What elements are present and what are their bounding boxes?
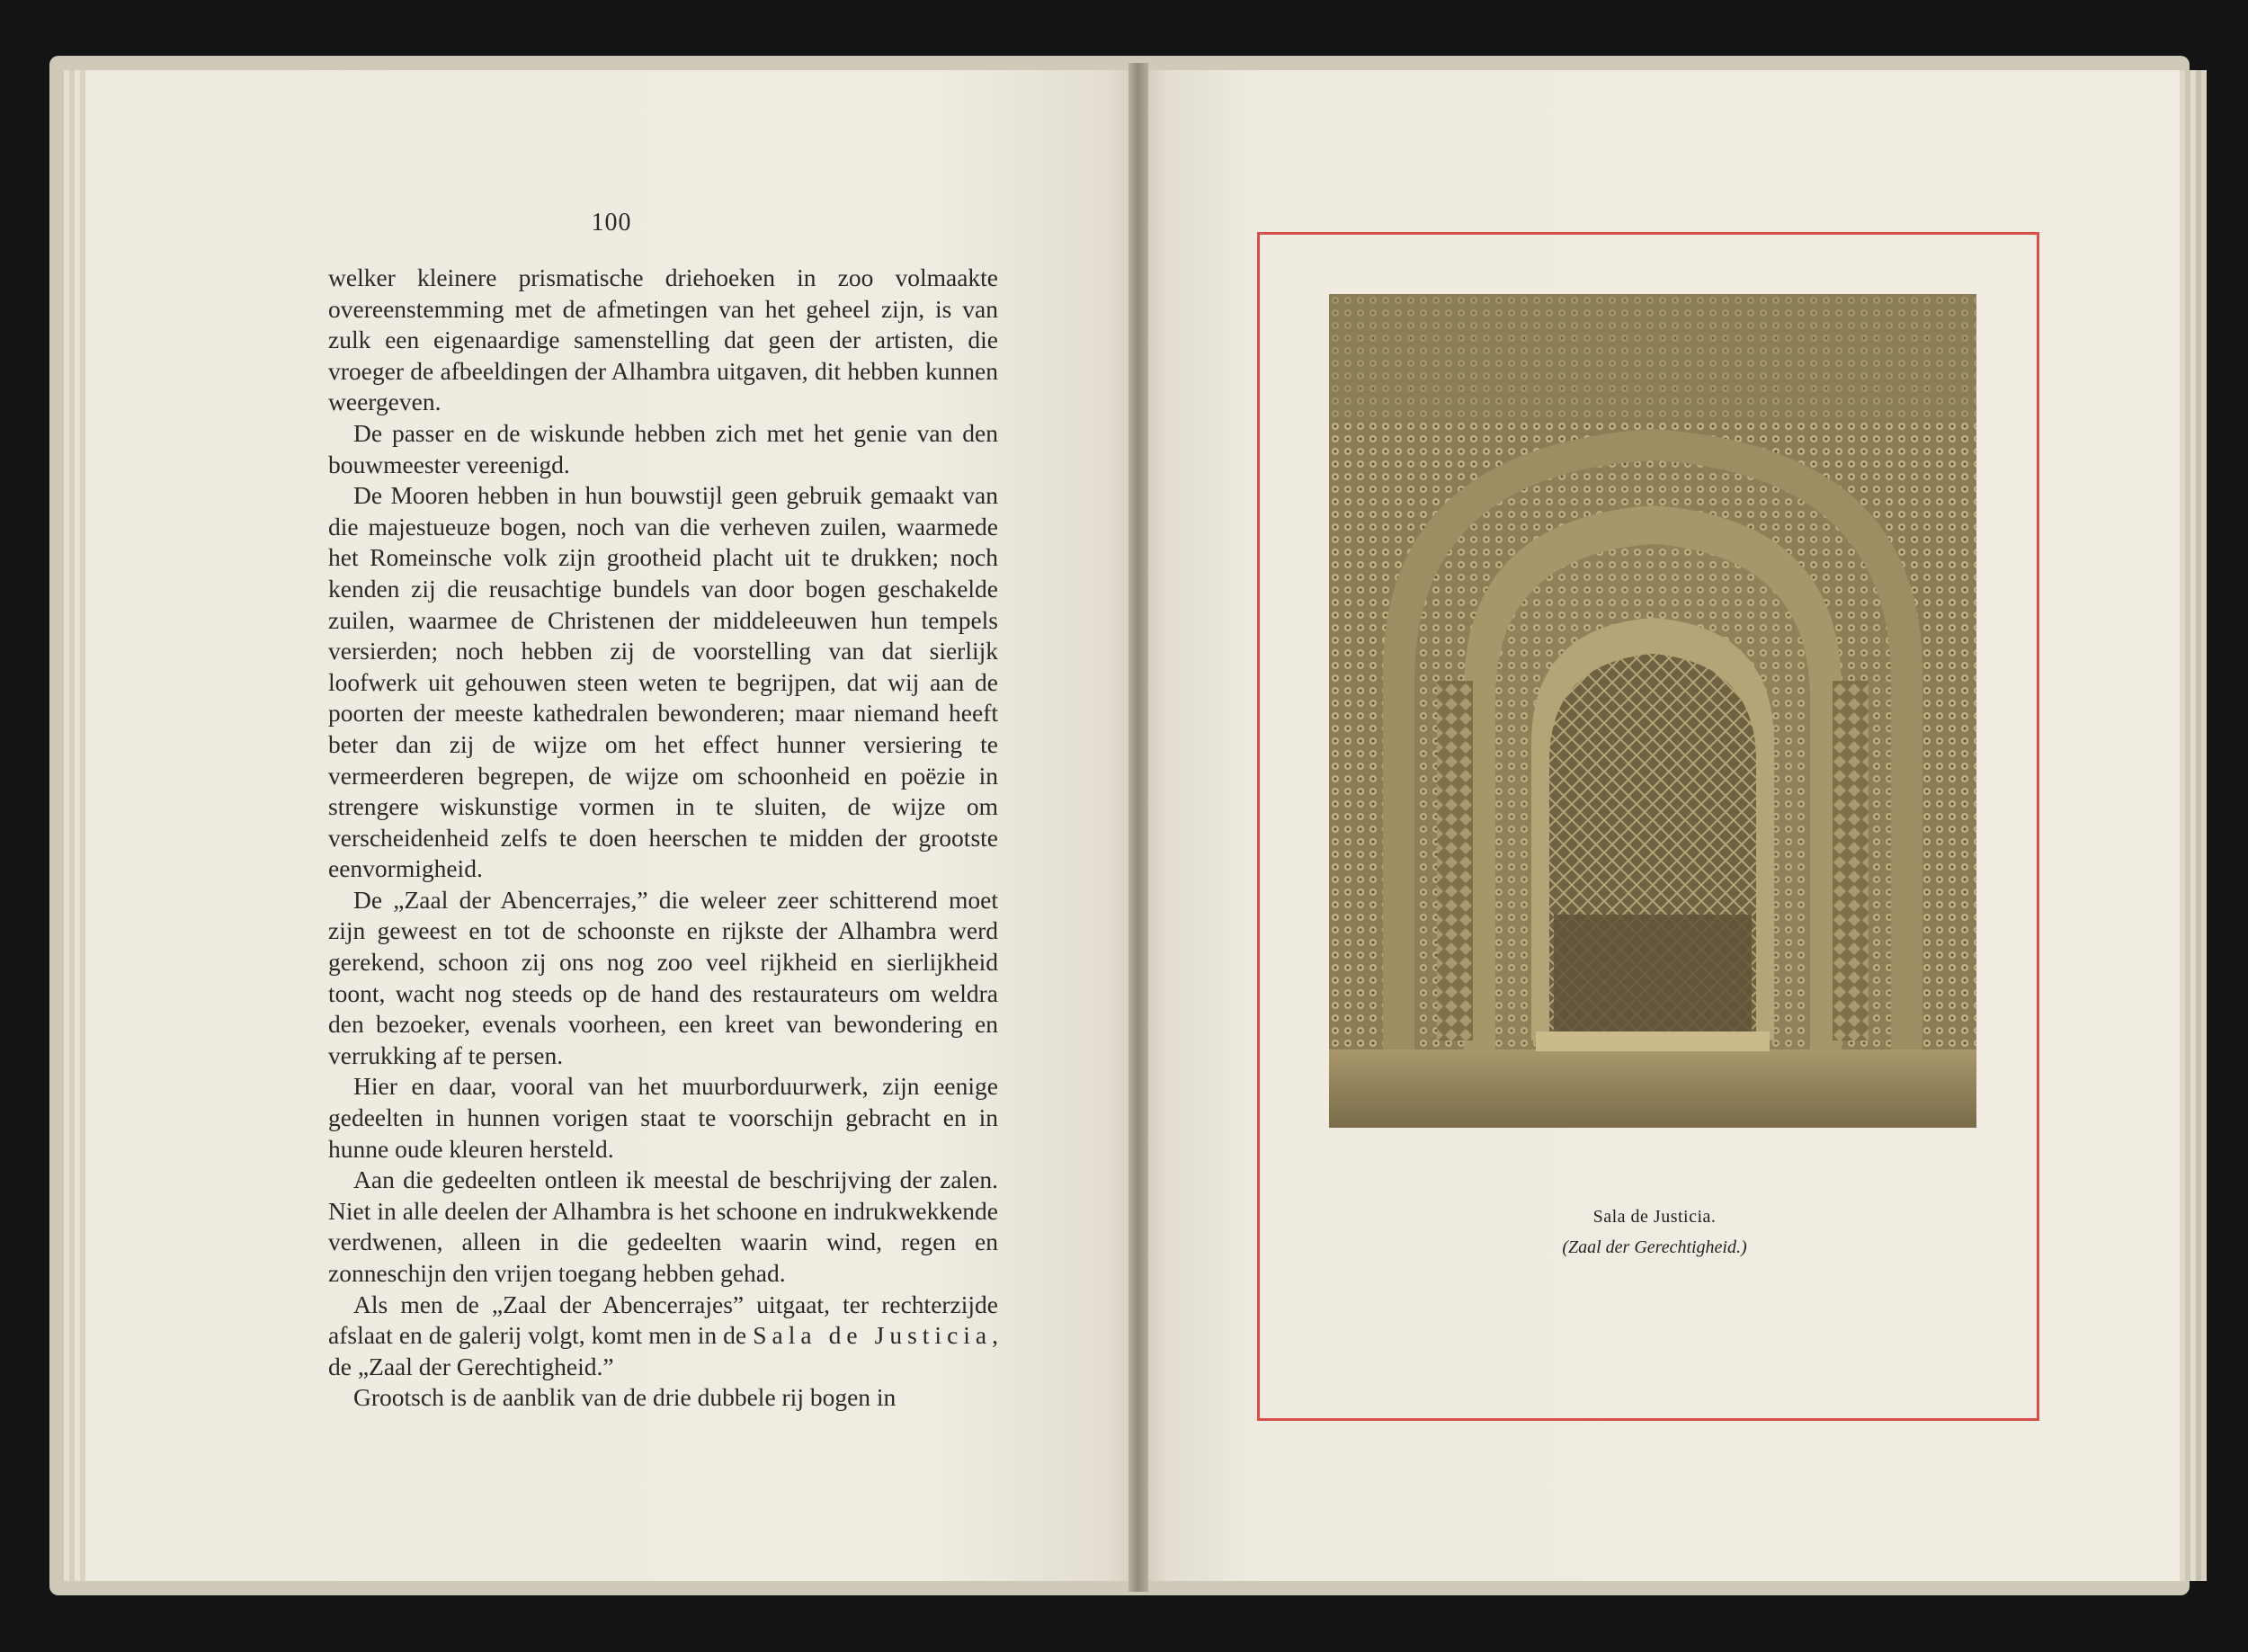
page-number: 100 <box>591 209 632 237</box>
book-gutter <box>1128 63 1148 1592</box>
paragraph: Grootsch is de aanblik van de drie dubbele rij bogen in <box>353 1383 897 1412</box>
plate-caption-subtitle: (Zaal der Gerechtigheid.) <box>1562 1237 1747 1257</box>
paragraph: welker kleinere prismatische driehoeken in zoo volmaakte overeenstemming met de afmetingen van het geheel zijn, is van zulk een eigenaardige samenstelling dat geen der artisten, die vroeger de afbeeldingen der Alhambra uitgaven, dit hebben kunnen weergeven. <box>328 263 998 416</box>
paragraph: De Mooren hebben in hun bouwstijl geen gebruik gemaakt van die majestueuze bogen, noch van die verheven zuilen, waarmede het Romeinsche volk zijn grootheid placht uit te drukken; noch kenden zij die reusachtige bundels van door bogen geschakelde zuilen, waarmee de Christenen der middeleeuwen hun tempels versierden; noch hebben zij de voorstelling van dat sierlijk loofwerk uit gehouwen steen weten te begrijpen, dat wij aan de poorten der meeste kathedralen bewonderen; maar niemand heeft beter dan zij de wijze om het effect hunner versiering te vermeerderen begrepen, de wijze om schoonheid en poëzie in strengere wiskunstige vormen in te sluiten, de wijze om verscheidenheid zelfs te doen heerschen te midden der grootste eenvormigheid. <box>328 481 998 883</box>
paragraph: De „Zaal der Abencerrajes,” die weleer zeer schitterend moet zijn geweest en tot de schoonste en rijkste der Alhambra werd gerekend, schoon zij ons nog zoo veel rijkheid en sierlijkheid toont, wacht nog steeds op de hand des restaurateurs om weldra den bezoeker, evenals voorheen, een kreet van bewondering en verrukking af te persen. <box>328 885 998 1069</box>
spaced-term: Sala de Justicia <box>753 1321 993 1350</box>
arch-photograph <box>1329 294 1976 1128</box>
paragraph-text: Als men de „Zaal der Abencerrajes” uitgaat, ter rechterzijde afslaat en de galerij volgt, komt men in de <box>328 1290 998 1350</box>
paragraph: Aan die gedeelten ontleen ik meestal de beschrijving der zalen. Niet in alle deelen der Alhambra is het schoone en indrukwekkende verdwenen, alleen in die gedeelten waarin wind, regen en zonneschijn den vrijen toegang hebben gehad. <box>328 1165 998 1287</box>
paragraph: Hier en daar, vooral van het muurborduurwerk, zijn eenige gedeelten in hunnen vorigen staat te voorschijn gebracht en in hunne oude kleuren hersteld. <box>328 1072 998 1163</box>
plate-caption-title: Sala de Justicia. <box>1592 1207 1717 1227</box>
paragraph <box>328 1290 998 1383</box>
paragraph: De passer en de wiskunde hebben zich met het genie van den bouwmeester vereenigd. <box>328 418 998 478</box>
arch-illustration <box>1329 294 1976 1128</box>
body-text <box>328 263 998 1414</box>
paragraph-text: , de „Zaal der Gerechtigheid.” <box>328 1321 998 1380</box>
